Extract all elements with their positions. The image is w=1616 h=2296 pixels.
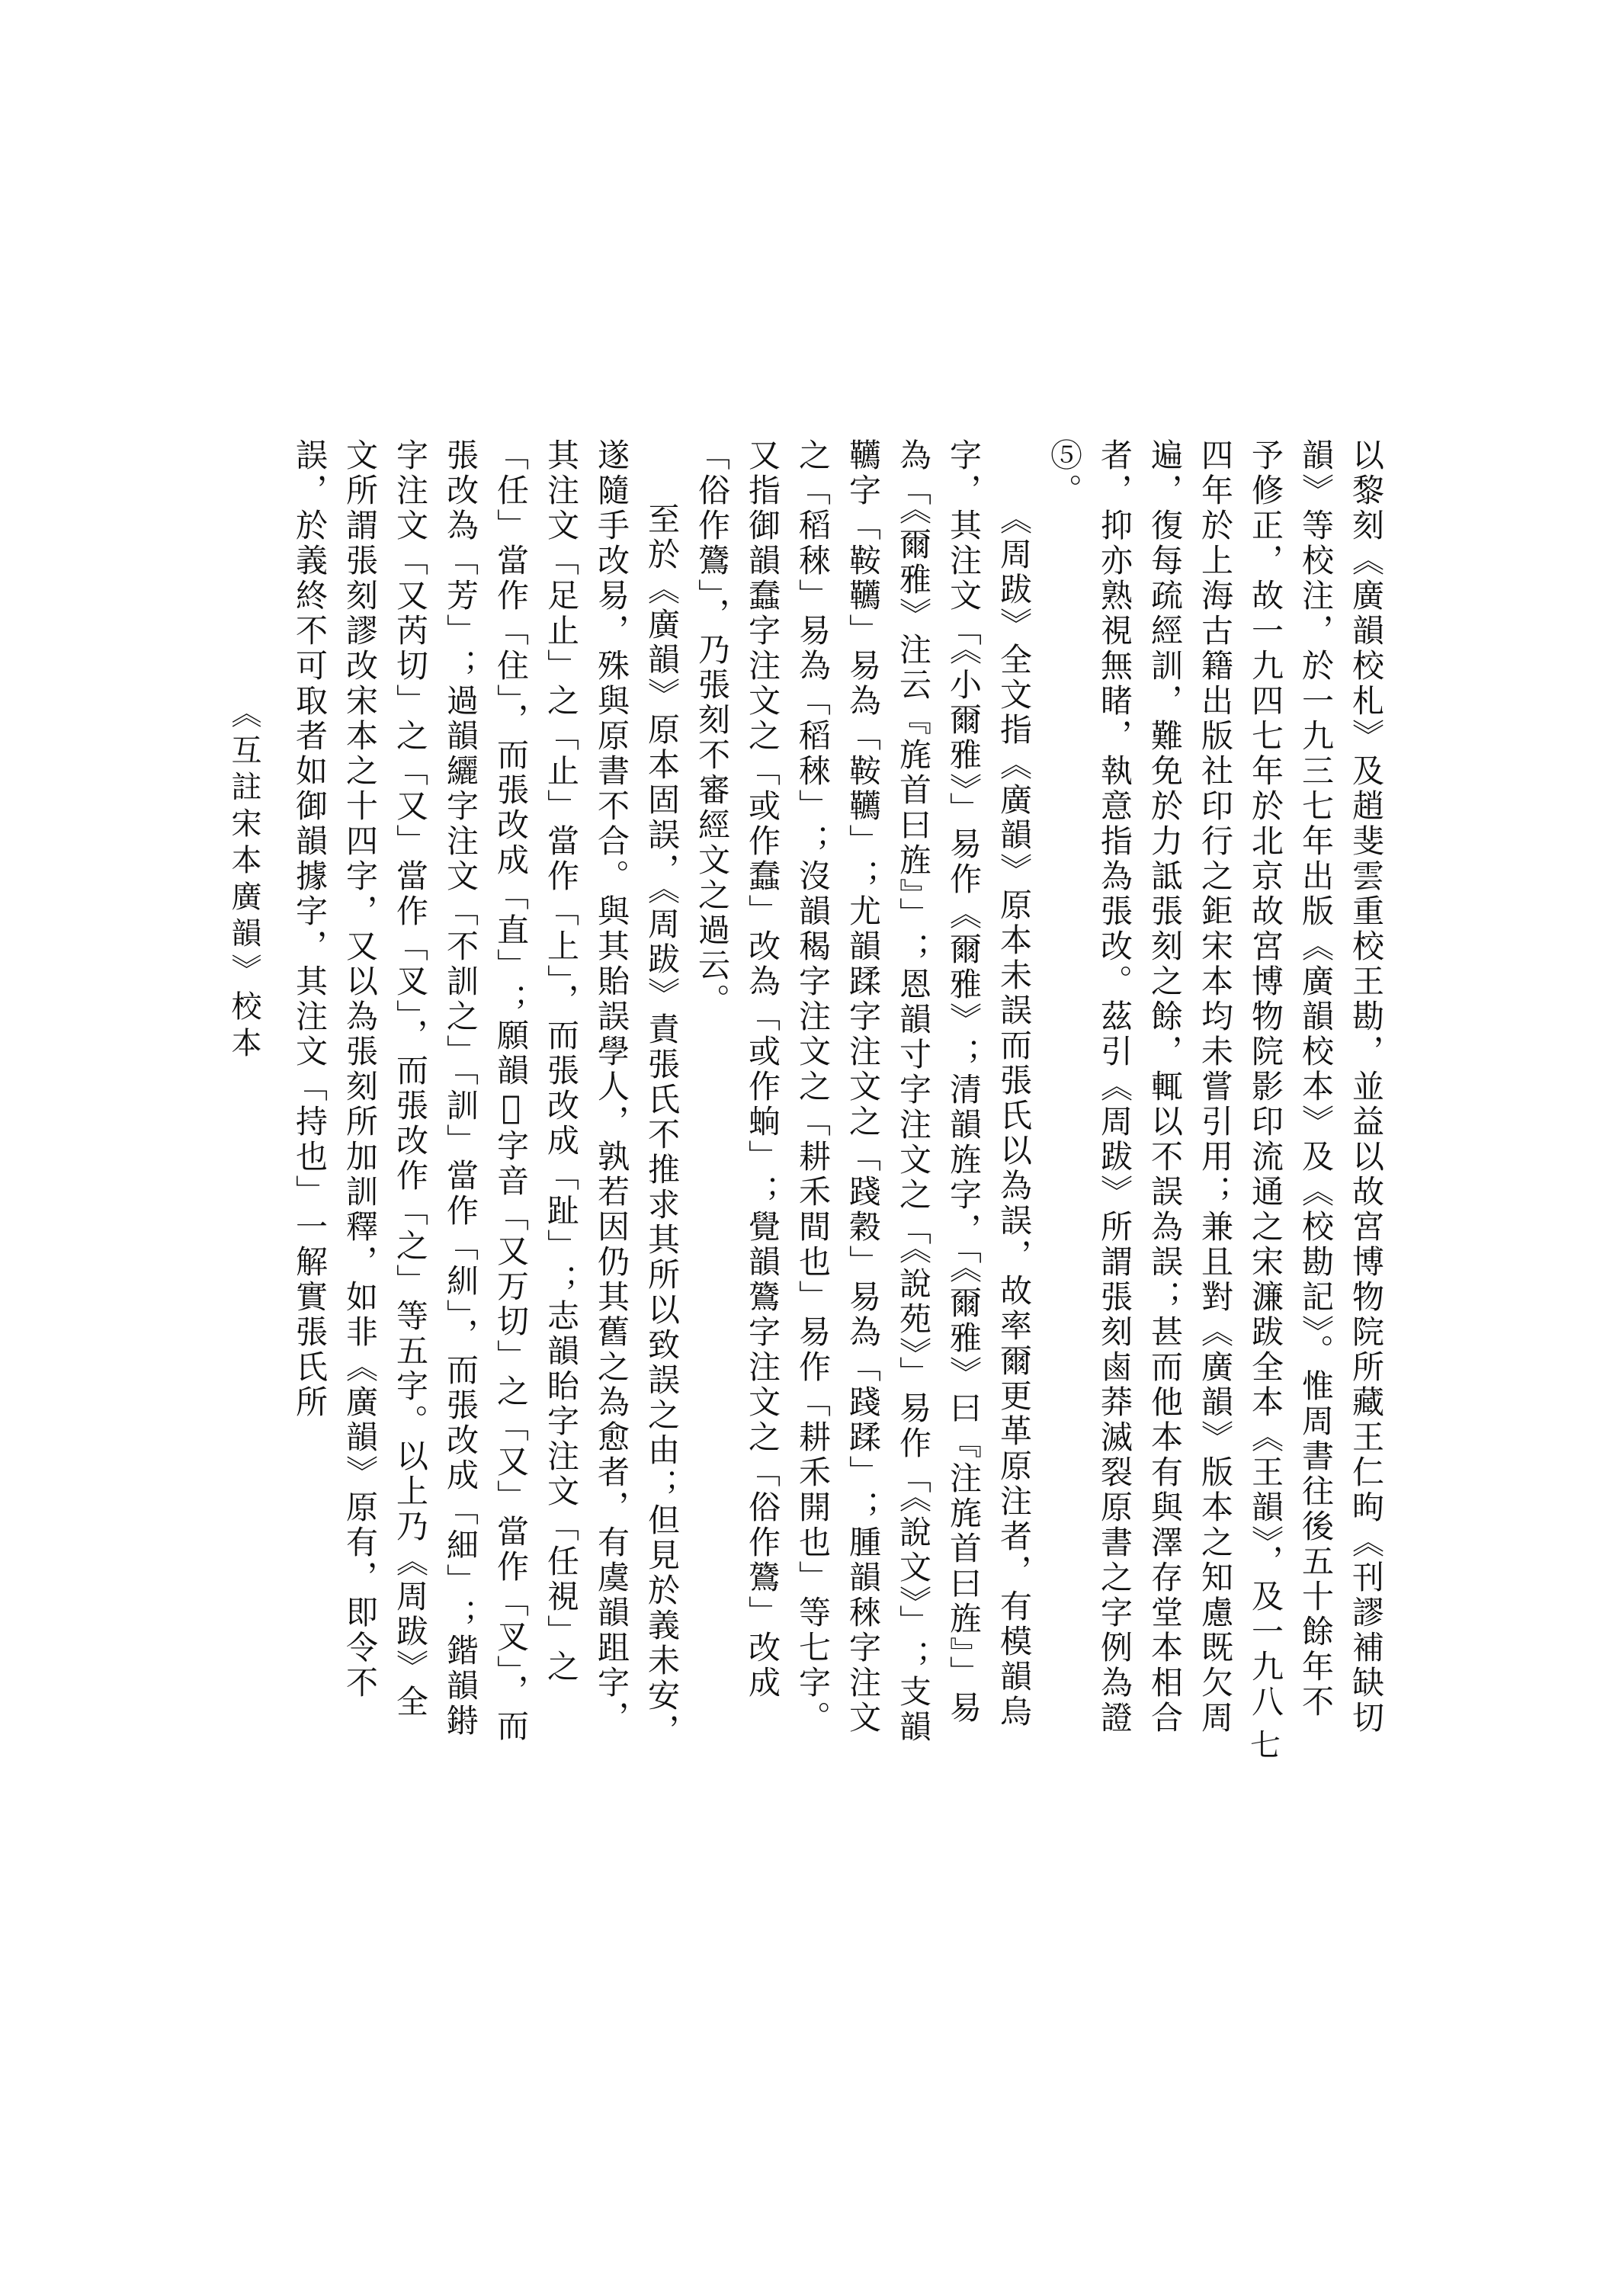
paragraph-2: 《周跋》全文指《廣韻》原本未誤而張氏以為誤，故率爾更革原注者，有模韻烏字，其注文「《小爾雅》」易作《爾雅》；清韻旌字，「《爾雅》曰『注旄首曰旌』」易為「《爾雅》注云『旄首曰旌』」；恩韻寸字注文之「《說苑》」易作「《說文》」；支韻韉字「鞍韉」易為「鞍韉」；尤韻蹂字注文之「踐穀」易為「踐蹂」；腫韻䅘字注文之「稻䅘」易為「稻䅘」；沒韻䅥字注文之「耕禾間也」易作「耕禾開也」等七字。又指御韻蠢字注文之「或作蠢」改為「或作䖮」；覺韻鷟字注文之「俗作鷟」改成「俗作鷟」，乃張刻不審經文之過云。 bbox=[694, 438, 1033, 1745]
page-number: 七 bbox=[1250, 1728, 1281, 1763]
running-title: 《互註宋本廣韻》校本 bbox=[226, 697, 261, 1063]
body-text bbox=[284, 438, 1391, 1749]
paragraph-1: 以黎刻《廣韻校札》及趙斐雲重校王勘，並益以故宮博物院所藏王仁昫《刊謬補缺切韻》等校注，於一九三七年出版《廣韻校本》及《校勘記》。惟周書往後五十餘年不予修正，故一九四七年於北京故宮博物院影印流通之宋濂跋全本《王韻》，及一九八四年於上海古籍出版社印行之鉅宋本均未嘗引用；兼且對《廣韻》版本之知慮既欠周遍，復每疏經訓，難免於力詆張刻之餘，輒以不誤為誤；甚而他本有與澤存堂本相合者，抑亦熟視無睹，執意指為張改。茲引《周跋》所謂張刻鹵莽滅裂原書之字例為證⑤。 bbox=[1046, 438, 1385, 1736]
paragraph-3: 至於《廣韻》原本固誤，《周跋》責張氏不推求其所以致誤之由；但見於義未安，遂隨手改易，殊與原書不合。與其貽誤學人，孰若因仍其舊之為愈者，有虞韻跙字，其注文「足止」之「止」當作「上」，而張改成「趾」；志韻眙字注文「任視」之「任」當作「住」，而張改成「直」；願韻𢾾字音「又万切」之「又」當作「叉」，而張改為「芳」；過韻纚字注文「不訓之」「訓」當作「紃」，而張改成「細」；鍇韻𨨲字注文「又芮切」之「又」當作「叉」，而張改作「之」等五字。以上乃《周跋》全文所謂張刻謬改宋本之十四字，又以為張刻所加訓釋，如非《廣韻》原有，即令不誤，於義終不可取者如御韻據字，其注文「持也」一解實張氏所 bbox=[291, 438, 681, 1749]
